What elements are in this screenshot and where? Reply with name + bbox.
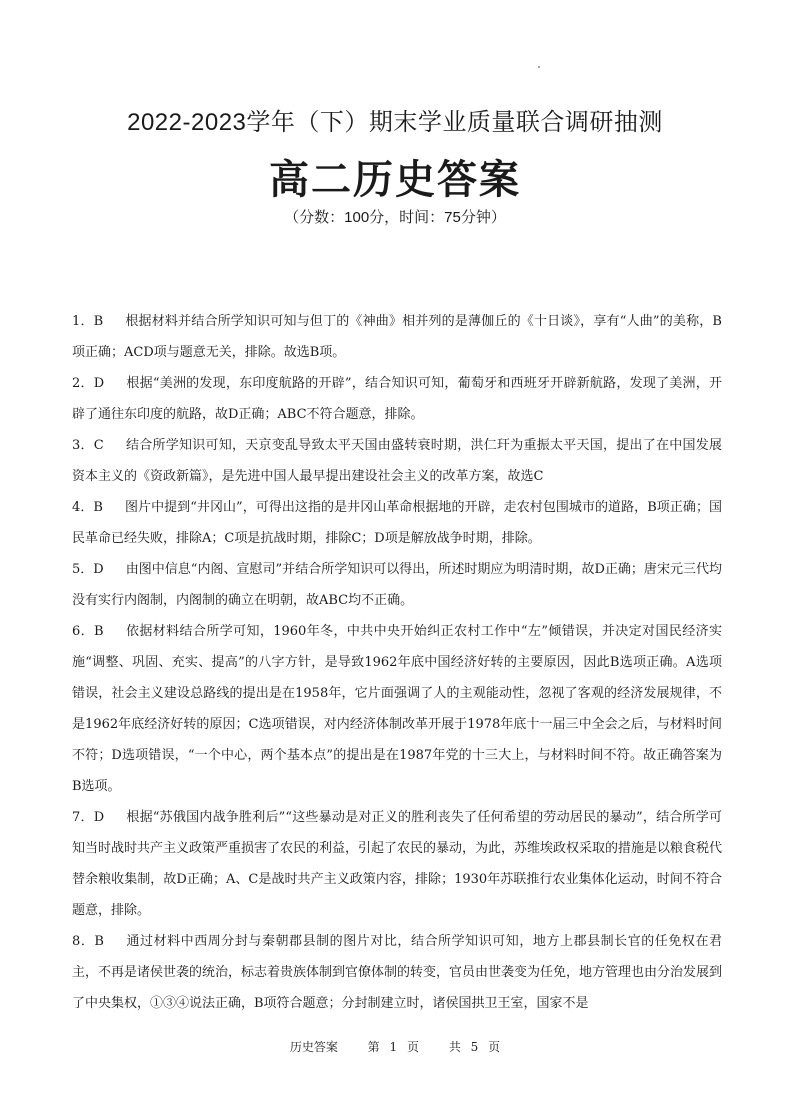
exam-meta: （分数：100分，时间：75分钟）	[284, 209, 506, 226]
answer-number: 4．B	[72, 500, 103, 515]
answer-explanation: 通过材料中西周分封与秦朝郡县制的图片对比，结合所学知识可知，地方上郡县制长官的任免权在君主，不再是诸侯世袭的统治，标志着贵族体制到官僚体制的转变，官员由世袭变为任免，地方管理也由分治发展到了中央集权，①③④说法正确，B项符合题意；分封制建立时，诸侯国拱卫王室，国家不是	[72, 934, 723, 1011]
answer-item	[72, 554, 722, 616]
answer-item	[72, 306, 722, 368]
footer-total-pages: 5	[470, 1040, 479, 1054]
answer-list	[72, 306, 722, 1019]
answer-explanation: 根据材料并结合所学知识可知与但丁的《神曲》相并列的是薄伽丘的《十日谈》，享有“人曲”的美称，B项正确；ACD项与题意无关，排除。故选B项。	[72, 314, 722, 360]
answer-explanation: 由图中信息“内阁、宣慰司”并结合所学知识可以得出，所述时期应为明清时期，故D正确；唐宋元三代均没有实行内阁制，内阁制的确立在明朝，故ABC均不正确。	[72, 562, 722, 608]
answer-explanation: 根据“美洲的发现，东印度航路的开辟”，结合知识可知，葡萄牙和西班牙开辟新航路，发现了美洲，开辟了通往东印度的航路，故D正确；ABC不符合题意，排除。	[72, 376, 722, 422]
answer-explanation: 结合所学知识可知，天京变乱导致太平天国由盛转衰时期，洪仁玕为重振太平天国，提出了在中国发展资本主义的《资政新篇》，是先进中国人最早提出建设社会主义的改革方案，故选C	[72, 438, 722, 484]
answer-item	[72, 616, 722, 802]
answer-number: 7．D	[72, 810, 105, 825]
answer-explanation: 根据“苏俄国内战争胜利后”“这些暴动是对正义的胜利丧失了任何希望的劳动居民的暴动”，结合所学可知当时战时共产主义政策严重损害了农民的利益，引起了农民的暴动，为此，苏维埃政权采取的措施是以粮食税代替余粮收集制，故D正确；A、C是战时共产主义政策内容，排除；1930年苏联推行农业集体化运动，时间不符合题意，排除。	[72, 810, 723, 918]
answer-item	[72, 368, 722, 430]
footer-subject: 历史答案	[289, 1040, 338, 1054]
footer-total-prefix: 共	[448, 1040, 461, 1054]
answer-explanation: 图片中提到“井冈山”，可得出这指的是井冈山革命根据地的开辟，走农村包围城市的道路，B项正确；国民革命已经失败，排除A；C项是抗战时期，排除C；D项是解放战争时期，排除。	[72, 500, 722, 546]
footer-page-number: 1	[389, 1040, 398, 1054]
answer-number: 8．B	[72, 934, 104, 949]
answer-item	[72, 492, 722, 554]
footer-page-suffix: 页	[406, 1040, 419, 1054]
scan-dot	[538, 66, 540, 68]
answer-item	[72, 926, 722, 1019]
answer-number: 3．C	[72, 438, 104, 453]
footer-total-suffix: 页	[488, 1040, 501, 1054]
answer-number: 2．D	[72, 376, 105, 391]
answer-explanation: 依据材料结合所学可知，1960年冬，中共中央开始纠正农村工作中“左”倾错误，并决定对国民经济实施“调整、巩固、充实、提高”的八字方针，是导致1962年底中国经济好转的主要原因，因此B选项正确。A选项错误，社会主义建设总路线的提出是在1958年，它片面强调了人的主观能动性，忽视了客观的经济发展规律，不是1962年底经济好转的原因；C选项错误，对内经济体制改革开展于1978年底十一届三中全会之后，与材料时间不符；D选项错误，“一个中心，两个基本点”的提出是在1987年党的十三大上，与材料时间不符。故正确答案为B选项。	[72, 624, 722, 794]
answer-number: 1．B	[72, 314, 104, 329]
answer-item	[72, 802, 722, 926]
footer-page-prefix: 第	[367, 1040, 380, 1054]
answer-number: 6．B	[72, 624, 104, 639]
exam-title: 2022-2023学年（下）期末学业质量联合调研抽测	[127, 109, 663, 136]
page-footer	[0, 1038, 790, 1055]
page-title: 高二历史答案	[269, 157, 521, 203]
answer-number: 5．D	[72, 562, 104, 577]
answer-item	[72, 430, 722, 492]
